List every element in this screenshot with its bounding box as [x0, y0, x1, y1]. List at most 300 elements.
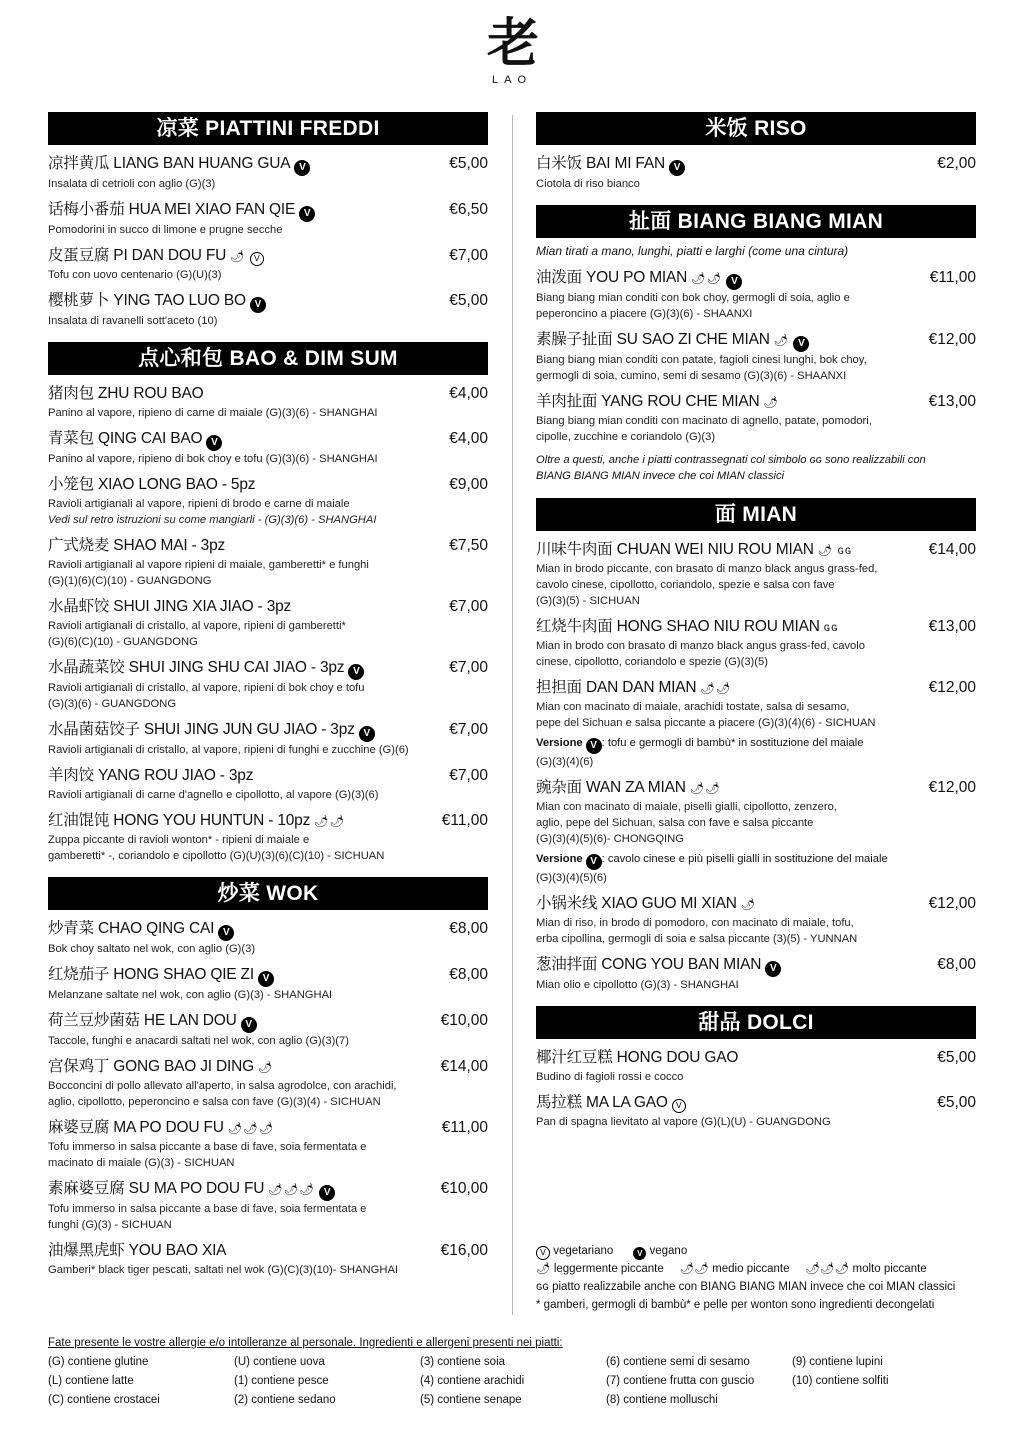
vegan-icon: V [793, 336, 809, 352]
menu-item-name-wrap [536, 1047, 738, 1069]
vegetarian-icon: V [536, 1246, 550, 1260]
menu-item-name: 水晶蔬菜饺 SHUI JING SHU CAI JIAO - 3pz [48, 659, 345, 676]
menu-section-riso [536, 112, 976, 205]
allergens-title: Fate presente le vostre allergie e/o intolleranze al personale. Ingredienti e allergeni presenti nei piatti: [48, 1337, 563, 1349]
version-text: : tofu e germogli di bambù* in sostituzione del maiale [601, 737, 864, 749]
section-title: 点心和包 BAO & DIM SUM [48, 342, 488, 375]
section-body [48, 375, 488, 877]
menu-item [536, 777, 976, 886]
vegan-icon: V [359, 726, 375, 742]
allergen-entry: (C) contiene crostacei [48, 1394, 160, 1406]
menu-item [536, 153, 976, 192]
chili-icon: 🌶🌶🌶 [805, 1263, 850, 1275]
menu-item-name-wrap [48, 153, 310, 176]
menu-item-row [48, 719, 488, 742]
spice-icon: 🌶 [740, 899, 757, 911]
menu-item-name: 宫保鸡丁 GONG BAO JI DING [48, 1058, 254, 1075]
menu-item-row [48, 657, 488, 680]
menu-item-description: Tofu immerso in salsa piccante a base di fave, soia fermentata e [48, 1141, 367, 1153]
section-body [536, 1039, 976, 1143]
menu-item-price: €13,00 [928, 618, 976, 635]
menu-item-name-wrap [536, 893, 756, 915]
menu-item [48, 383, 488, 421]
section-body [536, 238, 976, 498]
allergen-entry: (9) contiene lupini [792, 1356, 883, 1368]
section-title: 炒菜 WOK [48, 877, 488, 910]
menu-item-name-wrap [536, 539, 852, 561]
menu-item-row [48, 964, 488, 987]
menu-item-price: €5,00 [937, 1094, 976, 1111]
menu-item-name-wrap [48, 918, 234, 941]
menu-item [48, 428, 488, 467]
menu-item-description: Ciotola di riso bianco [536, 178, 640, 190]
menu-item-description: Biang biang mian conditi con macinato di agnello, patate, pomodori, [536, 415, 872, 427]
menu-item [48, 535, 488, 589]
menu-item-name-wrap [48, 1056, 274, 1078]
menu-item-price: €9,00 [449, 476, 488, 493]
legend-vegetarian: vegetariano [553, 1245, 614, 1257]
menu-item-name: 羊肉扯面 YANG ROU CHE MIAN [536, 393, 760, 410]
menu-item-row [536, 539, 976, 561]
menu-column-right [536, 112, 976, 1143]
menu-section-bao [48, 342, 488, 877]
menu-item-price: €5,00 [449, 292, 488, 309]
section-note [536, 452, 976, 484]
menu-item-row [536, 1047, 976, 1069]
spice-icon: 🌶 [257, 1062, 274, 1074]
menu-item-description: Mian con macinato di maiale, arachidi tostate, salsa di sesamo, [536, 701, 850, 713]
section-title: 米饭 RISO [536, 112, 976, 145]
menu-item-description: Ravioli artigianali di cristallo, al vapore, ripieni di gamberetti* [48, 620, 346, 632]
menu-item-description: Ravioli artigianali di cristallo, al vapore, ripieni di funghi e zucchine (G)(6) [48, 744, 409, 756]
menu-item [48, 1056, 488, 1110]
menu-item-version [536, 735, 976, 754]
menu-item-name-wrap [48, 964, 274, 987]
menu-item-price: €7,00 [449, 247, 488, 264]
menu-item-name: 油爆黑虎虾 YOU BAO XIA [48, 1242, 227, 1259]
vegan-icon: V [294, 160, 310, 176]
menu-item [48, 1178, 488, 1233]
menu-item [48, 657, 488, 712]
menu-item-name: 红烧茄子 HONG SHAO QIE ZI [48, 966, 254, 983]
menu-item-price: €16,00 [440, 1242, 488, 1259]
menu-item-row [48, 535, 488, 557]
menu-item-name-wrap [48, 765, 253, 787]
menu-item-description: Insalata di ravanelli sott'aceto (10) [48, 315, 218, 327]
logo-text: LAO [491, 74, 532, 86]
menu-item-name-wrap [536, 153, 685, 176]
menu-item-name-wrap [536, 1092, 686, 1114]
menu-item-name: 水晶菌菇饺子 SHUI JING JUN GU JIAO - 3pz [48, 721, 355, 738]
legend-mild: leggermente piccante [553, 1263, 664, 1275]
vegan-icon: V [726, 274, 742, 290]
menu-item-row [536, 329, 976, 352]
menu-item-name: 椰汁红豆糕 HONG DOU GAO [536, 1049, 739, 1066]
menu-item-price: €5,00 [449, 155, 488, 172]
section-note-line: BIANG BIANG MIAN invece che coi MIAN classici [536, 470, 785, 482]
vegetarian-icon: V [672, 1099, 686, 1113]
section-body [48, 145, 488, 342]
spice-icon: 🌶 [763, 397, 780, 409]
menu-item-name-wrap [48, 657, 364, 680]
menu-item-name: 麻婆豆腐 MA PO DOU FU [48, 1119, 224, 1136]
section-title: 甜品 DOLCI [536, 1006, 976, 1039]
menu-item-row [536, 777, 976, 799]
vegan-icon: V [241, 1017, 257, 1033]
menu-item-row [536, 267, 976, 290]
legend-hot: molto piccante [852, 1263, 927, 1275]
spice-icon: 🌶🌶🌶 [227, 1123, 275, 1135]
allergens-grid [48, 1353, 978, 1410]
menu-item-row [48, 596, 488, 618]
menu-item-row [536, 1092, 976, 1114]
menu-item-name: 豌杂面 WAN ZA MIAN [536, 779, 686, 796]
logo-glyph: 老 [486, 13, 537, 74]
menu-item-description: Insalata di cetrioli con aglio (G)(3) [48, 178, 216, 190]
menu-item-description: Biang biang mian conditi con patate, fagioli cinesi lunghi, bok choy, [536, 354, 867, 366]
menu-item-price: €12,00 [928, 779, 976, 796]
menu-item-price: €12,00 [928, 331, 976, 348]
vegan-icon: V [765, 961, 781, 977]
spice-icon: 🌶🌶 [689, 783, 721, 795]
menu-item-name-wrap [48, 719, 375, 742]
allergen-entry: (U) contiene uova [234, 1356, 325, 1368]
version-allergens: (G)(3)(4)(5)(6) [536, 872, 607, 884]
legend-row-gg [536, 1278, 976, 1296]
menu-item [536, 954, 976, 993]
menu-item-description: Biang biang mian conditi con bok choy, germogli di soia, aglio e [536, 292, 850, 304]
spice-icon: 🌶 [773, 335, 790, 347]
menu-item-price: €6,50 [449, 201, 488, 218]
menu-item-row [48, 153, 488, 176]
vegan-icon: V [669, 160, 685, 176]
menu-item-name: 馬拉糕 MA LA GAO [536, 1094, 668, 1111]
menu-item-name: 凉拌黄瓜 LIANG BAN HUANG GUA [48, 155, 291, 172]
menu-section-wok [48, 877, 488, 1291]
spice-icon: 🌶🌶 [314, 816, 346, 828]
gg-icon: ɢɢ [536, 1281, 549, 1293]
menu-item-name-wrap [536, 329, 809, 352]
menu-item-price: €10,00 [440, 1180, 488, 1197]
menu-item-name-wrap [48, 199, 315, 222]
menu-item-name-wrap [48, 290, 266, 313]
menu-item-version [536, 851, 976, 870]
menu-item-name: 川味牛肉面 CHUAN WEI NIU ROU MIAN [536, 541, 814, 558]
menu-item-price: €7,50 [449, 537, 488, 554]
menu-item [536, 391, 976, 445]
allergen-entry: (L) contiene latte [48, 1375, 134, 1387]
section-body [48, 910, 488, 1291]
menu-item-name-wrap [536, 954, 781, 977]
menu-item [536, 539, 976, 609]
section-title: 面 MIAN [536, 498, 976, 531]
menu-section-biang [536, 205, 976, 498]
menu-item-description: Melanzane saltate nel wok, con aglio (G)(3) - SHANGHAI [48, 989, 333, 1001]
menu-item-name-wrap [48, 1010, 257, 1033]
menu-item-description: Mian di riso, in brodo di pomodoro, con macinato di maiale, tofu, [536, 917, 854, 929]
menu-item-name-wrap [48, 1117, 275, 1139]
menu-item [48, 596, 488, 650]
menu-item-name-wrap [536, 616, 839, 638]
menu-item-name-wrap [48, 535, 225, 557]
menu-item-name-wrap [48, 1240, 226, 1262]
menu-item [536, 329, 976, 384]
menu-item [536, 893, 976, 947]
menu-item [536, 1092, 976, 1130]
menu-item [48, 964, 488, 1003]
menu-item-description: Zuppa piccante di ravioli wonton* - ripieni di maiale e [48, 834, 310, 846]
menu-item-name: 红油馄饨 HONG YOU HUNTUN - 10pz [48, 812, 311, 829]
menu-item-description: Ravioli artigianali al vapore ripieni di maiale, gamberetti* e funghi [48, 559, 369, 571]
menu-item [48, 1117, 488, 1171]
allergen-entry: (G) contiene glutine [48, 1356, 149, 1368]
vegan-icon: V [633, 1247, 646, 1260]
menu-item-name-wrap [48, 383, 203, 405]
spice-icon: 🌶 ɢɢ [817, 545, 853, 557]
menu-item-description: aglio, pepe del Sichuan, salsa con fave e salsa piccante [536, 817, 814, 829]
menu-item-price: €14,00 [928, 541, 976, 558]
menu-item-name: 青菜包 QING CAI BAO [48, 430, 203, 447]
menu-item-row [48, 428, 488, 451]
allergen-entry: (6) contiene semi di sesamo [606, 1356, 750, 1368]
menu-item-name: 猪肉包 ZHU ROU BAO [48, 385, 204, 402]
version-text: : cavolo cinese e più piselli gialli in sostituzione del maiale [601, 853, 888, 865]
menu-item-description: (G)(1)(6)(C)(10) - GUANGDONG [48, 575, 212, 587]
menu-item-name-wrap [48, 474, 255, 496]
menu-item-description: Mian in brodo piccante, con brasato di manzo black angus grass-fed, [536, 563, 878, 575]
menu-item-description: Ravioli artigianali di cristallo, al vapore, ripieni di bok choy e tofu [48, 682, 365, 694]
menu-item-price: €8,00 [449, 966, 488, 983]
column-divider [512, 115, 513, 1315]
menu-section-piattini [48, 112, 488, 342]
menu-item [48, 245, 488, 283]
menu-item-name: 素麻婆豆腐 SU MA PO DOU FU [48, 1180, 265, 1197]
menu-item-row [536, 954, 976, 977]
menu-item-description: (G)(3)(5) - SICHUAN [536, 595, 640, 607]
menu-item-description: Taccole, funghi e anacardi saltati nel wok, con aglio (G)(3)(7) [48, 1035, 349, 1047]
allergen-entry: (5) contiene senape [420, 1394, 522, 1406]
menu-item-description: Gamberi* black tiger pescati, saltati nel wok (G)(C)(3)(10)- SHANGHAI [48, 1264, 399, 1276]
allergen-entry: (7) contiene frutta con guscio [606, 1375, 755, 1387]
menu-item-row [48, 1056, 488, 1078]
legend-frozen: * gamberi, germogli di bambù* e pelle per wonton sono ingredienti decongelati [536, 1299, 935, 1311]
vegetarian-icon: V [250, 252, 264, 266]
menu-item-name: 小锅米线 XIAO GUO MI XIAN [536, 895, 737, 912]
menu-item-description: Pomodorini in succo di limone e prugne secche [48, 224, 283, 236]
menu-item-description: gamberetti* -, coriandolo e cipollotto (G)(U)(3)(6)(C)(10) - SICHUAN [48, 850, 385, 862]
chili-icon: 🌶🌶 [679, 1263, 709, 1275]
menu-item-row [48, 1010, 488, 1033]
menu-item-description: Budino di fagioli rossi e cocco [536, 1071, 684, 1083]
menu-item-price: €7,00 [449, 659, 488, 676]
menu-item-price: €4,00 [449, 385, 488, 402]
menu-item-description: (G)(3)(6) - GUANGDONG [48, 698, 177, 710]
legend-gg: piatto realizzabile anche con BIANG BIANG MIAN invece che coi MIAN classici [552, 1281, 956, 1293]
restaurant-logo [0, 14, 1024, 86]
menu-item [536, 677, 976, 770]
menu-item-row [48, 290, 488, 313]
menu-item-description: Pan di spagna lievitato al vapore (G)(L)(U) - GUANGDONG [536, 1116, 831, 1128]
menu-item-row [48, 245, 488, 267]
menu-item-name: 皮蛋豆腐 PI DAN DOU FU [48, 247, 227, 264]
legend [536, 1242, 976, 1314]
menu-item [48, 474, 488, 528]
menu-item-description: aglio, cipollotto, peperoncino e salsa con fave (G)(3)(4) - SICHUAN [48, 1096, 381, 1108]
vegan-icon: V [250, 297, 266, 313]
allergen-entry: (3) contiene soia [420, 1356, 506, 1368]
legend-row-spice [536, 1260, 976, 1278]
menu-item-description: germogli di soia, cumino, semi di sesamo (G)(3)(6) - SHAANXI [536, 370, 847, 382]
menu-item-name: 小笼包 XIAO LONG BAO - 5pz [48, 476, 256, 493]
menu-item-price: €11,00 [441, 812, 488, 829]
menu-item-name: 担担面 DAN DAN MIAN [536, 679, 697, 696]
allergen-entry: (2) contiene sedano [234, 1394, 336, 1406]
section-body [536, 531, 976, 1006]
menu-item-name-wrap [48, 810, 345, 832]
menu-item-description: erba cipollina, germogli di soia e salsa piccante (3)(5) - YUNNAN [536, 933, 858, 945]
menu-item-description: Mian olio e cipollotto (G)(3) - SHANGHAI [536, 979, 739, 991]
menu-item-name-wrap [48, 245, 264, 267]
menu-item-description: (G)(6)(C)(10) - GUANGDONG [48, 636, 198, 648]
menu-item-name-wrap [48, 428, 222, 451]
menu-item-description: cavolo cinese, cipollotto, coriandolo, spezie e salsa con fave [536, 579, 835, 591]
menu-item-row [536, 677, 976, 699]
menu-section-dolci [536, 1006, 976, 1143]
legend-row-diet [536, 1242, 976, 1260]
section-title: 凉菜 PIATTINI FREDDI [48, 112, 488, 145]
allergen-entry: (10) contiene solfiti [792, 1375, 889, 1387]
spice-icon: 🌶🌶 [691, 273, 723, 285]
menu-item-name: 油泼面 YOU PO MIAN [536, 269, 688, 286]
menu-item [536, 616, 976, 670]
legend-vegan: vegano [649, 1245, 688, 1257]
section-title: 扯面 BIANG BIANG MIAN [536, 205, 976, 238]
menu-item [48, 199, 488, 238]
menu-item [48, 719, 488, 758]
chili-icon: 🌶 [536, 1263, 551, 1275]
menu-item-description: Tofu immerso in salsa piccante a base di fave, soia fermentata e [48, 1203, 367, 1215]
menu-item-name-wrap [536, 391, 779, 413]
legend-medium: medio piccante [712, 1263, 790, 1275]
menu-item-price: €14,00 [440, 1058, 488, 1075]
menu-item-name: 葱油拌面 CONG YOU BAN MIAN [536, 956, 762, 973]
vegan-icon: V [206, 435, 222, 451]
menu-item-name-wrap [536, 267, 742, 290]
menu-item-row [48, 383, 488, 405]
menu-item-description: Panino al vapore, ripieno di bok choy e tofu (G)(3)(6) - SHANGHAI [48, 453, 378, 465]
vegan-icon: V [586, 738, 602, 754]
menu-item-description: Bocconcini di pollo allevato all'aperto, in salsa agrodolce, con arachidi, [48, 1080, 397, 1092]
menu-item-price: €10,00 [440, 1012, 488, 1029]
menu-column-left [48, 112, 488, 1291]
menu-item-name: 素臊子扯面 SU SAO ZI CHE MIAN [536, 331, 770, 348]
vegan-icon: V [218, 925, 234, 941]
spice-icon: 🌶🌶🌶 [268, 1184, 316, 1196]
menu-item-description: Tofu con uovo centenario (G)(U)(3) [48, 269, 222, 281]
menu-item-row [48, 810, 488, 832]
spice-icon: 🌶🌶 [700, 683, 732, 695]
menu-item [48, 1010, 488, 1049]
vegan-icon: V [258, 971, 274, 987]
menu-item [536, 267, 976, 322]
menu-item-description: peperoncino a piacere (G)(3)(6) - SHAANXI [536, 308, 753, 320]
menu-item [48, 918, 488, 957]
menu-item [48, 290, 488, 329]
menu-item-name: 樱桃萝卜 YING TAO LUO BO [48, 292, 246, 309]
menu-item-row [48, 765, 488, 787]
menu-item-price: €5,00 [937, 1049, 976, 1066]
allergen-entry [792, 1391, 978, 1410]
menu-item-description: Ravioli artigianali di carne d'agnello e cipollotto, al vapore (G)(3)(6) [48, 789, 379, 801]
menu-item [48, 810, 488, 864]
menu-item [48, 765, 488, 803]
menu-item-description: (G)(3)(4)(5)(6)- CHONGQING [536, 833, 684, 845]
menu-item-name-wrap [536, 777, 721, 799]
menu-item-price: €8,00 [937, 956, 976, 973]
menu-item-name-wrap [536, 677, 732, 699]
menu-item-row [48, 199, 488, 222]
menu-item-description: Vedi sul retro istruzioni su come mangiarli - (G)(3)(6) - SHANGHAI [48, 514, 377, 526]
menu-item-description: funghi (G)(3) - SICHUAN [48, 1219, 172, 1231]
menu-item-price: €8,00 [449, 920, 488, 937]
section-note-line: Oltre a questi, anche i piatti contrassegnati col simbolo ɢɢ sono realizzabili con [536, 454, 926, 466]
menu-item [48, 153, 488, 192]
menu-item-row [536, 616, 976, 638]
menu-item-price: €7,00 [449, 721, 488, 738]
menu-item-price: €13,00 [928, 393, 976, 410]
vegan-icon: V [348, 664, 364, 680]
menu-item-name: 话梅小番茄 HUA MEI XIAO FAN QIE [48, 201, 296, 218]
menu-item-row [48, 1117, 488, 1139]
spice-icon: ɢɢ [823, 622, 839, 634]
menu-item-price: €12,00 [928, 895, 976, 912]
menu-item-price: €11,00 [929, 269, 976, 286]
menu-item-name: 广式烧麦 SHAO MAI - 3pz [48, 537, 226, 554]
menu-item-name-wrap [48, 596, 291, 618]
menu-item [536, 1047, 976, 1085]
menu-item-description: Bok choy saltato nel wok, con aglio (G)(3) [48, 943, 256, 955]
menu-item-price: €2,00 [937, 155, 976, 172]
allergen-entry: (8) contiene molluschi [606, 1394, 718, 1406]
menu-item-name: 荷兰豆炒菌菇 HE LAN DOU [48, 1012, 237, 1029]
allergen-entry: (4) contiene arachidi [420, 1375, 525, 1387]
menu-item-name: 红烧牛肉面 HONG SHAO NIU ROU MIAN [536, 618, 820, 635]
menu-item-name-wrap [48, 1178, 335, 1201]
vegan-icon: V [319, 1185, 335, 1201]
section-body [536, 145, 976, 205]
menu-item-price: €11,00 [441, 1119, 488, 1136]
menu-item-price: €7,00 [449, 767, 488, 784]
allergens-block [48, 1334, 978, 1410]
menu-item-description: cinese, cipollotto, coriandolo e spezie (G)(3)(5) [536, 656, 768, 668]
menu-item-name: 水晶虾饺 SHUI JING XIA JIAO - 3pz [48, 598, 292, 615]
version-label: Versione [536, 737, 583, 749]
menu-item-description: Mian in brodo con brasato di manzo black angus grass-fed, cavolo [536, 640, 865, 652]
spice-icon: 🌶 [230, 251, 246, 263]
menu-item-description: pepe del Sichuan e salsa piccante a piacere (G)(3)(4)(6) - SICHUAN [536, 717, 876, 729]
menu-item-row [536, 153, 976, 176]
menu-item-description: Mian con macinato di maiale, piselli gialli, cipollotto, zenzero, [536, 801, 837, 813]
menu-item-description: Panino al vapore, ripieno di carne di maiale (G)(3)(6) - SHANGHAI [48, 407, 378, 419]
allergen-entry: (1) contiene pesce [234, 1375, 329, 1387]
menu-item-description: cipolle, zucchine e coriandolo (G)(3) [536, 431, 716, 443]
version-label: Versione [536, 853, 583, 865]
menu-item-row [48, 918, 488, 941]
menu-item-price: €4,00 [449, 430, 488, 447]
menu-item-price: €7,00 [449, 598, 488, 615]
menu-item-row [536, 893, 976, 915]
menu-item-name: 羊肉饺 YANG ROU JIAO - 3pz [48, 767, 254, 784]
